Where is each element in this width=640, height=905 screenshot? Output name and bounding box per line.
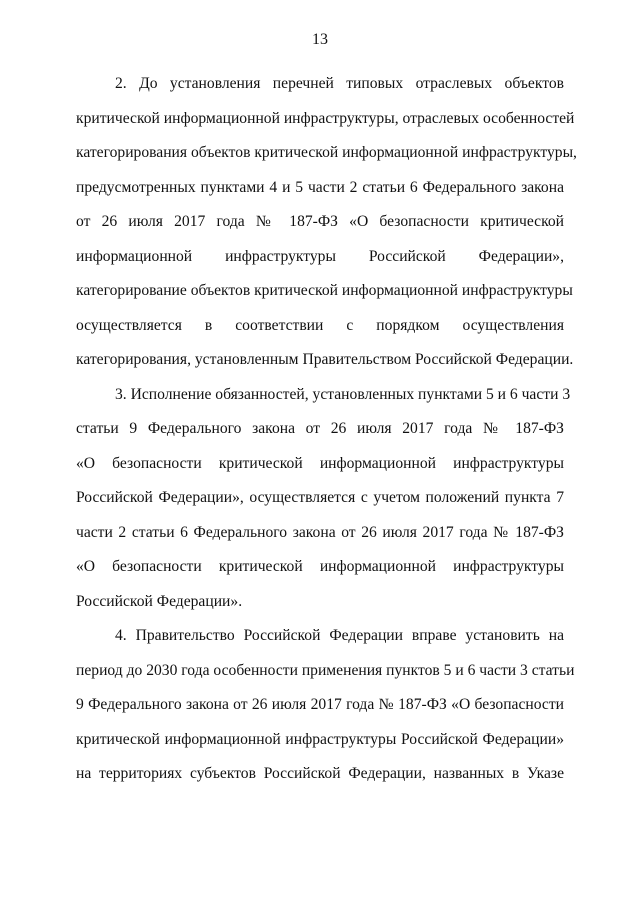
text-line: период до 2030 года особенности применения пунктов 5 и 6 части 3 статьи: [76, 661, 575, 679]
text-line: категорирования, установленным Правительством Российской Федерации.: [76, 351, 574, 368]
paragraph-2: [76, 67, 577, 378]
text-line: критической информационной инфраструктуры Российской Федерации»: [76, 730, 564, 748]
paragraph-3: [76, 378, 571, 620]
text-line: от 26 июля 2017 года № 187-ФЗ «О безопасности критической: [76, 213, 564, 230]
document-body: [76, 67, 577, 792]
text-line: осуществляется в соответствии с порядком осуществления: [76, 316, 564, 334]
text-line: 9 Федерального закона от 26 июля 2017 года № 187-ФЗ «О безопасности: [76, 696, 564, 713]
text-line: категорирование объектов критической информационной инфраструктуры: [76, 282, 573, 299]
paragraph-4: [76, 619, 575, 792]
page-number: 13: [312, 31, 328, 48]
text-line: «О безопасности критической информационной инфраструктуры: [76, 558, 564, 575]
text-line: Российской Федерации», осуществляется с учетом положений пункта 7: [76, 489, 564, 506]
text-line: 3. Исполнение обязанностей, установленных пунктами 5 и 6 части 3: [115, 385, 571, 403]
text-line: предусмотренных пунктами 4 и 5 части 2 статьи 6 Федерального закона: [76, 178, 564, 196]
text-line: 4. Правительство Российской Федерации вправе установить на: [115, 627, 564, 644]
text-line: статьи 9 Федерального закона от 26 июля 2017 года № 187-ФЗ: [76, 420, 564, 437]
text-line: 2. До установления перечней типовых отраслевых объектов: [115, 75, 564, 92]
text-line: Российской Федерации».: [76, 592, 243, 610]
text-line: информационной инфраструктуры Российской Федерации»,: [76, 247, 564, 265]
text-line: категорирования объектов критической информационной инфраструктуры,: [76, 144, 577, 161]
text-line: на территориях субъектов Российской Федерации, названных в Указе: [76, 765, 564, 782]
text-line: критической информационной инфраструктуры, отраслевых особенностей: [76, 109, 575, 127]
text-line: «О безопасности критической информационной инфраструктуры: [76, 454, 564, 472]
text-line: части 2 статьи 6 Федерального закона от 26 июля 2017 года № 187-ФЗ: [76, 523, 564, 541]
